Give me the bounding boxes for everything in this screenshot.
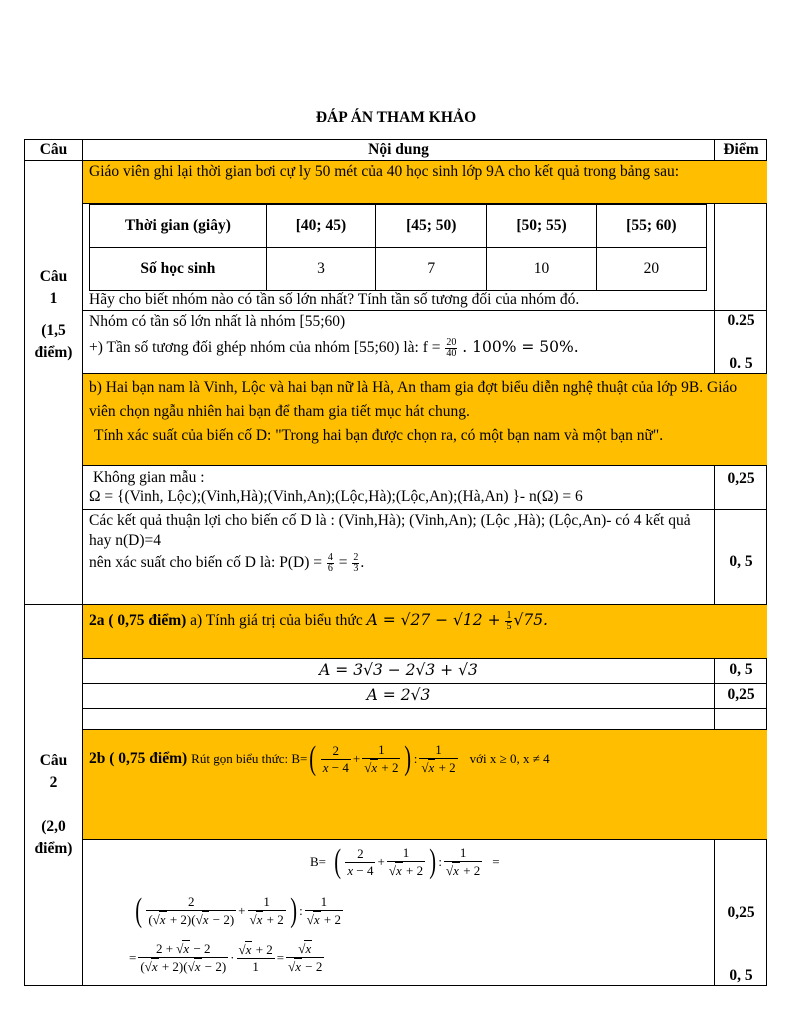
- q2-label: Câu 2 (2,0 điểm): [34, 752, 73, 857]
- q1-sample-space: Không gian mẫu : Ω = {(Vinh, Lộc);(Vinh,Hà);(Vinh,An);(Lộc,Hà);(Lộc,An);(Hà,An) }- n(Ω) = 6: [89, 469, 583, 505]
- q2b-score-2: 0, 5: [729, 967, 753, 984]
- fraction: $\frac{1}{5}$: [506, 609, 512, 632]
- q1-intro: Giáo viên ghi lại thời gian bơi cự ly 50 mét của 40 học sinh lớp 9A cho kết quả trong bảng sau:: [83, 161, 767, 203]
- header-cau: Câu: [39, 141, 68, 158]
- table-header-interval-2: [45; 50): [376, 205, 487, 248]
- table-cell-count: 7: [376, 248, 487, 291]
- fraction: $\frac{1}{√x + 2}$: [388, 845, 424, 878]
- fraction: 1 √x + 2: [306, 894, 341, 927]
- fraction: 2 x − 4: [347, 845, 374, 878]
- table-header-interval-1: [40; 45): [266, 205, 375, 248]
- q2b-score-1: 0,25: [727, 904, 755, 921]
- fraction: $\frac{1}{√x + 2}$: [446, 845, 481, 878]
- q1-score-1: 0.25: [727, 312, 755, 329]
- fraction: $\frac{20}{40}$: [446, 336, 457, 359]
- answer-table: [24, 139, 767, 986]
- q2a-step-2: A = 2√3: [366, 686, 431, 704]
- q1-score-4: 0, 5: [729, 553, 753, 570]
- swim-time-table: [89, 204, 707, 291]
- fraction: $\frac{1}{√x + 2}$: [364, 742, 399, 775]
- fraction: $\frac{√x}{√x - 2}$: [288, 941, 323, 974]
- q1-label: Câu 1 (1,5 điểm): [34, 268, 73, 361]
- table-header-interval-3: [50; 55): [487, 205, 596, 248]
- q1-answer-line2: +) Tần số tương đối ghép nhóm của nhóm [55;60) là: f = $\frac{20}{40}$ . 100% = 50%.: [89, 336, 579, 359]
- fraction: 1 √x + 2: [421, 742, 456, 775]
- fraction: 2 x − 4: [322, 742, 349, 775]
- q1-score-3: 0,25: [727, 470, 755, 487]
- fraction: 2 (√x + 2)(√x − 2): [148, 894, 235, 927]
- header-noi-dung: Nội dung: [368, 141, 429, 158]
- q1-answer-line1: Nhóm có tần số lớn nhất là nhóm [55;60): [89, 313, 346, 330]
- q1-part-b: b) Hai bạn nam là Vinh, Lộc và hai bạn nữ là Hà, An tham gia đợt biểu diễn nghệ thuật của lớp 9B. Giáo viên chọn ngẫu nhiên hai bạn để tham gia tiết mục hát chung. Tính xác suất của biến cố D: "Trong hai bạn được chọn ra, có một bạn nam và một bạn nữ".: [83, 374, 767, 465]
- fraction: $\frac{4}{6}$: [327, 552, 333, 574]
- q2a-score-2: 0,25: [727, 686, 755, 703]
- fraction: $\frac{2}{3}$: [353, 552, 359, 574]
- q1-favourable: Các kết quả thuận lợi cho biến cố D là : (Vinh,Hà); (Vinh,An); (Lộc ,Hà); (Lộc,An)- có 4 kết quả hay n(D)=4 nên xác suất cho biến cố D là: P(D) = $\frac{4}{6}$ = $\frac{2}{3}$ .: [89, 512, 691, 574]
- page-title: ĐÁP ÁN THAM KHẢO: [315, 109, 477, 126]
- q2a-step-1: A = 3√3 − 2√3 + √3: [319, 661, 478, 679]
- q2b-step-2: = $\frac{2 + √x - 2}{(√x + 2)(√x - 2)}$ · $\frac{√x + 2}{1}$ = $\frac{√x}{√x - 2}$: [129, 941, 323, 974]
- table-header-interval-4: [55; 60): [596, 205, 706, 248]
- table-label-students: Số học sinh: [90, 248, 267, 291]
- col-divider-1: [82, 140, 83, 986]
- q2a-score-1: 0, 5: [729, 661, 753, 678]
- fraction: $\frac{√x + 2}{1}$: [238, 941, 273, 974]
- table-header-time: Thời gian (giây): [90, 205, 267, 248]
- table-cell-count: 3: [266, 248, 375, 291]
- header-diem: Điểm: [723, 141, 759, 158]
- q2b-step-1: ( 2 (√x + 2)(√x − 2) + $\frac{1}{√x + 2}$ ) : 1 √x + 2: [135, 892, 341, 929]
- q2a-prompt: 2a ( 0,75 điểm) a) Tính giá trị của biểu thức A = √27 − √12 + $\frac{1}{5}$ √75.: [83, 605, 767, 658]
- fraction: $\frac{1}{√x + 2}$: [249, 894, 284, 927]
- q2b-step-0: B= ( 2 x − 4 + $\frac{1}{√x + 2}$ ) : $\frac{1}{√x + 2}$ =: [310, 843, 500, 880]
- q1-score-2: 0. 5: [729, 355, 753, 372]
- q1-question: Hãy cho biết nhóm nào có tần số lớn nhất? Tính tần số tương đối của nhóm đó.: [89, 291, 580, 308]
- q2b-prompt: 2b ( 0,75 điểm) Rút gọn biểu thức: B= ( 2 x − 4 + $\frac{1}{√x + 2}$ ) : 1 √x + 2 với x ≥ 0, x ≠ 4: [83, 730, 767, 839]
- table-cell-count: 10: [487, 248, 596, 291]
- fraction: $\frac{2 + √x - 2}{(√x + 2)(√x - 2)}$: [140, 941, 227, 974]
- table-cell-count: 20: [596, 248, 706, 291]
